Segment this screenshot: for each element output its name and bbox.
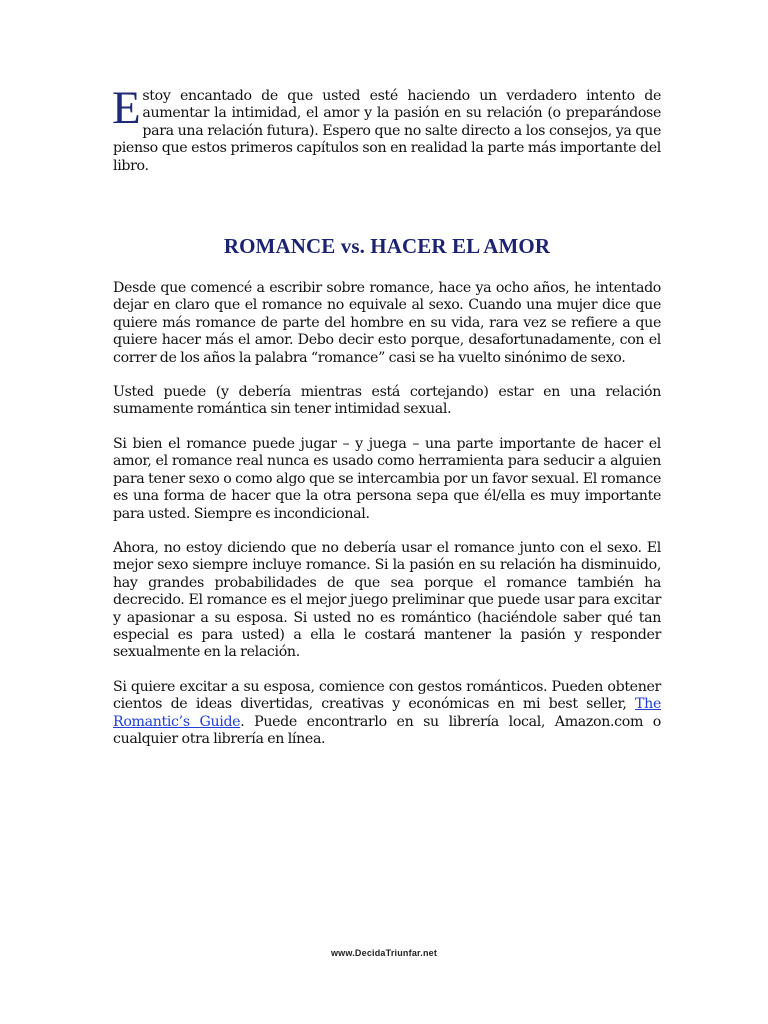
document-page — [112, 82, 661, 765]
body-paragraph-2: Usted puede (y debería mientras está cortejando) estar en una relación sumamente romántica sin tener intimidad sexual. — [113, 384, 661, 418]
drop-cap: E — [112, 82, 141, 134]
body-paragraph-1: Desde que comencé a escribir sobre romance, hace ya ocho años, he intentado dejar en claro que el romance no equivale al sexo. Cuando una mujer dice que quiere más romance de parte del hombre en su vida, rara vez se refiere a que quiere hacer más el amor. Debo decir esto porque, desafortunadamente, con el correr de los años la palabra “romance” casi se ha vuelto sinónimo de sexo. — [113, 280, 661, 366]
romantics-guide-link[interactable]: The Romantic’s Guide — [113, 696, 661, 730]
paragraph-text-before-link: Si quiere excitar a su esposa, comience con gestos románticos. Pueden obtener cientos de ideas divertidas, creativas y económicas en mi best seller, — [113, 678, 661, 713]
body-paragraph-3: Si bien el romance puede jugar – y juega – una parte importante de hacer el amor, el romance real nunca es usado como herramienta para seducir a alguien para tener sexo o como algo que se intercambia por un favor sexual. El romance es una forma de hacer que la otra persona sepa que él/ella es muy importante para usted. Siempre es incondicional. — [113, 435, 661, 522]
intro-paragraph — [112, 82, 661, 175]
body-paragraph-4: Ahora, no estoy diciendo que no debería usar el romance junto con el sexo. El mejor sexo siempre incluye romance. Si la pasión en su relación ha disminuido, hay grandes probabilidades de que sea porque el romance también ha decrecido. El romance es el mejor juego preliminar que puede usar para excitar y apasionar a su esposa. Si usted no es romántico (haciéndole saber qué tan especial es para usted) a ella le costará mantener la pasión y responder sexualmente en la relación. — [113, 539, 661, 661]
paragraph-text-after-link: . Puede encontrarlo en su librería local, Amazon.com o cualquier otra librería en línea. — [113, 713, 661, 747]
section-heading: ROMANCE vs. HACER EL AMOR — [223, 234, 551, 259]
intro-text: stoy encantado de que usted esté haciendo un verdadero intento de aumentar la intimidad, el amor y la pasión en su relación (o preparándose para una relación futura). Espero que no salte directo a los consejos, ya que pienso que estos primeros capítulos son en realidad la parte más importante del libro. — [113, 88, 661, 174]
body-paragraph-5 — [113, 679, 661, 749]
footer-url: www.DecidaTriunfar.net — [330, 948, 438, 958]
